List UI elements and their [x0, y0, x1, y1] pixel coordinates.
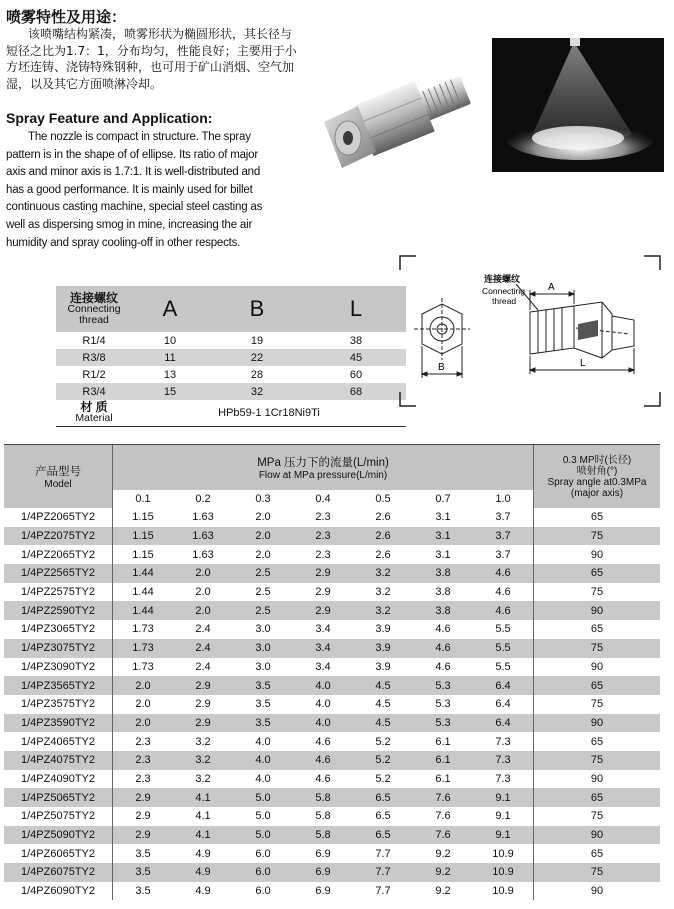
flow-cell: 1.15	[113, 545, 174, 564]
spray-angle-cell: 75	[534, 527, 661, 546]
spray-angle-cell: 90	[534, 770, 661, 789]
flow-cell: 6.0	[255, 847, 271, 860]
flow-cell: 3.5	[113, 863, 174, 882]
flow-cell: 4.1	[173, 788, 233, 807]
flow-cell: 2.9	[293, 601, 353, 620]
flow-cell: 2.9	[113, 788, 174, 807]
thread-cell: R1/2	[82, 368, 106, 381]
dim-a-label: A	[548, 282, 555, 293]
drawing-thread-label-en2: thread	[492, 296, 517, 306]
flow-cell: 7.7	[375, 885, 391, 898]
flow-cell: 6.0	[233, 863, 293, 882]
table-row	[56, 332, 406, 349]
flow-header-en: Flow at MPa pressure(L/min)	[258, 470, 388, 481]
flow-cell: 2.6	[375, 548, 391, 561]
cn-section-title: 喷雾特性及用途：	[6, 8, 127, 26]
flow-cell: 4.6	[315, 735, 331, 748]
flow-cell: 4.0	[233, 751, 293, 770]
dim-l-cell: 68	[306, 383, 406, 400]
flow-cell: 6.5	[353, 788, 413, 807]
table-row	[56, 366, 406, 383]
spray-angle-cell: 90	[534, 545, 661, 564]
flow-cell: 4.0	[255, 735, 271, 748]
angle-header-line2: 喷射角(°)	[576, 465, 618, 477]
model-cell: 1/4PZ4065TY2	[21, 735, 95, 748]
dim-l-cell: 60	[349, 368, 363, 381]
flow-cell: 5.2	[375, 772, 391, 785]
flow-cell: 2.0	[113, 676, 174, 695]
model-cell: 1/4PZ2575TY2	[21, 586, 95, 599]
flow-cell: 4.6	[435, 660, 451, 673]
flow-cell: 1.63	[192, 511, 214, 524]
nozzle-photo	[318, 62, 476, 172]
flow-cell: 4.6	[473, 564, 534, 583]
dimension-table-header	[56, 286, 406, 332]
flow-cell: 2.0	[173, 601, 233, 620]
flow-cell: 3.9	[375, 660, 391, 673]
flow-cell: 6.1	[435, 735, 451, 748]
model-cell: 1/4PZ3090TY2	[21, 660, 95, 673]
model-cell: 1/4PZ2075TY2	[4, 527, 113, 546]
model-cell: 1/4PZ5065TY2	[4, 788, 113, 807]
flow-cell: 3.0	[255, 623, 271, 636]
pressure-header: 0.4	[293, 490, 353, 508]
angle-header-line4: (major axis)	[570, 487, 624, 499]
flow-cell: 2.9	[173, 714, 233, 733]
model-cell: 1/4PZ5090TY2	[4, 826, 113, 845]
flow-cell: 2.4	[173, 639, 233, 658]
en-section-body: The nozzle is compact in structure. The spray pattern is in the shape of of ellipse. Its ratio of major axis and minor axis is 1.7:1. It is well-distributed and has a good performance. It is mainly used for billet continuous casting machine, special steel casting as well as dispersing smog in mine, increasing the air humidity and spray cooling-off in other respects.	[6, 131, 263, 249]
table-row	[4, 770, 660, 789]
spray-angle-cell: 65	[534, 676, 661, 695]
flow-cell: 3.5	[233, 714, 293, 733]
spray-angle-cell: 65	[534, 564, 661, 583]
flow-cell: 2.3	[293, 527, 353, 546]
flow-cell: 10.9	[492, 885, 514, 898]
model-cell: 1/4PZ5075TY2	[21, 810, 95, 823]
dim-a-cell: 15	[132, 383, 208, 400]
flow-cell: 2.5	[255, 586, 271, 599]
spray-angle-cell: 90	[534, 826, 661, 845]
flow-cell: 6.5	[375, 810, 391, 823]
thread-header-en1: Connecting	[67, 302, 121, 315]
drawing-thread-label-zh: 连接螺纹	[484, 274, 521, 284]
model-cell: 1/4PZ2065TY2	[21, 548, 95, 561]
flow-cell: 1.15	[113, 527, 174, 546]
flow-cell: 5.2	[375, 735, 391, 748]
flow-cell: 3.1	[435, 511, 451, 524]
model-cell: 1/4PZ3565TY2	[4, 676, 113, 695]
flow-cell: 2.9	[113, 826, 174, 845]
flow-cell: 2.0	[195, 586, 211, 599]
cn-section-body: 该喷嘴结构紧凑，喷雾形状为椭圆形状，其长径与短径之比为1.7：1，分布均匀，性能良好；主要用于小方坯连铸、浇铸特殊钢种，也可用于矿山消烟、空气加湿，以及其它方面喷淋冷却。	[6, 27, 297, 91]
model-cell: 1/4PZ3590TY2	[4, 714, 113, 733]
flow-cell: 3.5	[233, 676, 293, 695]
flow-cell: 1.44	[113, 583, 174, 602]
flow-cell: 3.1	[413, 527, 473, 546]
angle-header-line3: Spray angle at0.3MPa	[547, 476, 647, 488]
flow-cell: 9.1	[495, 810, 511, 823]
model-cell: 1/4PZ2590TY2	[4, 601, 113, 620]
flow-cell: 1.73	[113, 658, 174, 677]
flow-cell: 5.5	[495, 660, 511, 673]
flow-cell: 3.8	[435, 586, 451, 599]
table-row	[4, 863, 660, 882]
table-row	[4, 639, 660, 658]
model-cell: 1/4PZ6075TY2	[4, 863, 113, 882]
drawing-thread-label-en1: Connecting	[482, 286, 526, 296]
flow-cell: 2.9	[293, 564, 353, 583]
flow-cell: 3.2	[195, 772, 211, 785]
flow-cell: 4.0	[293, 714, 353, 733]
table-row	[4, 732, 660, 751]
model-cell: 1/4PZ6090TY2	[21, 885, 95, 898]
flow-cell: 7.3	[495, 772, 511, 785]
flow-cell: 9.1	[473, 788, 534, 807]
flow-cell: 6.1	[413, 751, 473, 770]
spray-angle-cell: 65	[534, 620, 661, 639]
spray-angle-cell: 75	[534, 863, 661, 882]
flow-cell: 3.0	[233, 639, 293, 658]
flow-cell: 5.2	[353, 751, 413, 770]
flow-cell: 9.1	[473, 826, 534, 845]
flow-cell: 6.9	[315, 847, 331, 860]
flow-cell: 2.9	[315, 586, 331, 599]
table-row	[56, 383, 406, 400]
flow-cell: 1.73	[113, 620, 174, 639]
spray-angle-cell: 65	[534, 732, 661, 751]
thread-cell: R3/4	[56, 383, 132, 400]
dim-l-header: L	[306, 286, 406, 332]
flow-cell: 7.6	[413, 826, 473, 845]
table-row	[4, 844, 660, 863]
flow-cell: 4.1	[195, 810, 211, 823]
flow-cell: 3.9	[375, 623, 391, 636]
flow-cell: 2.3	[113, 732, 174, 751]
table-row	[4, 676, 660, 695]
flow-cell: 4.0	[315, 698, 331, 711]
angle-header-line1: 0.3 MP时(长径)	[562, 454, 632, 466]
flow-cell: 4.9	[195, 847, 211, 860]
flow-cell: 4.9	[195, 885, 211, 898]
flow-cell: 1.63	[192, 548, 214, 561]
model-cell: 1/4PZ4075TY2	[4, 751, 113, 770]
flow-cell: 4.6	[495, 586, 511, 599]
flow-cell: 6.9	[293, 863, 353, 882]
flow-cell: 3.2	[353, 564, 413, 583]
flow-cell: 5.3	[435, 698, 451, 711]
table-row	[4, 620, 660, 639]
dim-l-cell: 38	[349, 334, 363, 347]
pressure-header: 1.0	[473, 490, 534, 508]
flow-cell: 2.0	[173, 564, 233, 583]
flow-cell: 4.5	[353, 676, 413, 695]
table-row	[4, 601, 660, 620]
flow-cell: 6.4	[473, 676, 534, 695]
dim-b-cell: 19	[250, 334, 264, 347]
flow-cell: 5.3	[413, 676, 473, 695]
spray-angle-cell: 75	[534, 639, 661, 658]
spray-angle-cell: 65	[534, 788, 661, 807]
spray-angle-cell: 75	[534, 583, 661, 602]
flow-cell: 5.0	[233, 788, 293, 807]
spray-photo	[492, 38, 664, 172]
spray-angle-cell: 75	[534, 751, 661, 770]
flow-cell: 4.0	[293, 676, 353, 695]
flow-cell: 7.7	[375, 847, 391, 860]
flow-cell: 3.4	[293, 639, 353, 658]
pressure-header: 0.2	[173, 490, 233, 508]
flow-cell: 5.3	[413, 714, 473, 733]
table-row	[4, 807, 660, 826]
flow-cell: 3.4	[315, 660, 331, 673]
flow-table-header	[4, 445, 660, 491]
dim-b-cell: 32	[208, 383, 306, 400]
pressure-header: 0.7	[413, 490, 473, 508]
spray-angle-cell: 65	[534, 844, 661, 863]
flow-header-zh: MPa 压力下的流量(L/min)	[257, 457, 389, 469]
flow-table	[4, 444, 660, 900]
flow-cell: 2.3	[113, 770, 174, 789]
flow-cell: 2.5	[233, 564, 293, 583]
flow-cell: 5.0	[233, 826, 293, 845]
spray-angle-cell: 90	[534, 882, 661, 901]
flow-cell: 3.2	[353, 601, 413, 620]
flow-cell: 4.1	[173, 826, 233, 845]
flow-cell: 7.7	[353, 863, 413, 882]
flow-cell: 3.2	[375, 586, 391, 599]
table-row	[4, 527, 660, 546]
material-row	[56, 400, 406, 427]
table-row	[4, 545, 660, 564]
flow-cell: 2.0	[113, 714, 174, 733]
flow-cell: 2.4	[195, 623, 211, 636]
flow-cell: 2.9	[173, 676, 233, 695]
flow-cell: 2.4	[195, 660, 211, 673]
spray-angle-cell: 65	[534, 508, 661, 527]
flow-cell: 1.63	[173, 527, 233, 546]
flow-cell: 10.9	[473, 863, 534, 882]
table-row	[4, 564, 660, 583]
flow-cell: 4.5	[375, 698, 391, 711]
flow-cell: 3.0	[255, 660, 271, 673]
table-row	[4, 751, 660, 770]
spray-angle-cell: 90	[534, 714, 661, 733]
table-row	[4, 508, 660, 527]
flow-cell: 7.6	[413, 788, 473, 807]
table-row	[4, 695, 660, 714]
flow-cell: 2.0	[255, 511, 271, 524]
flow-cell: 3.7	[495, 548, 511, 561]
table-row	[4, 658, 660, 677]
flow-cell: 2.5	[233, 601, 293, 620]
dim-a-cell: 11	[132, 349, 208, 366]
flow-cell: 2.0	[233, 527, 293, 546]
nozzle-technical-drawing	[398, 254, 662, 408]
flow-cell: 3.5	[113, 882, 174, 901]
flow-cell: 6.9	[315, 885, 331, 898]
dim-a-header: A	[132, 286, 208, 332]
dim-a-cell: 10	[163, 334, 177, 347]
material-value: HPb59-1 1Cr18Ni9Ti	[132, 400, 406, 427]
thread-header-zh: 连接螺纹	[69, 290, 118, 305]
flow-cell: 9.2	[435, 847, 451, 860]
flow-cell: 2.9	[195, 698, 211, 711]
flow-cell: 2.0	[255, 548, 271, 561]
model-header	[4, 445, 113, 509]
flow-cell: 2.3	[315, 548, 331, 561]
flow-table-body	[4, 508, 660, 900]
flow-cell: 2.6	[353, 527, 413, 546]
flow-cell: 1.44	[113, 601, 174, 620]
table-row	[4, 583, 660, 602]
flow-cell: 4.0	[255, 772, 271, 785]
dim-b-cell: 22	[208, 349, 306, 366]
spray-angle-cell: 75	[534, 807, 661, 826]
thread-cell: R3/8	[56, 349, 132, 366]
flow-cell: 3.7	[473, 527, 534, 546]
flow-header	[113, 445, 534, 491]
pressure-header: 0.3	[233, 490, 293, 508]
pressure-header: 0.5	[353, 490, 413, 508]
flow-cell: 2.9	[113, 807, 174, 826]
flow-cell: 4.9	[173, 863, 233, 882]
flow-cell: 4.6	[473, 601, 534, 620]
model-cell: 1/4PZ3575TY2	[21, 698, 95, 711]
flow-cell: 1.15	[113, 508, 174, 527]
flow-cell: 7.6	[435, 810, 451, 823]
flow-cell: 6.1	[435, 772, 451, 785]
dim-l-label: L	[580, 358, 586, 369]
flow-cell: 5.8	[293, 826, 353, 845]
flow-cell: 3.5	[113, 844, 174, 863]
flow-cell: 6.4	[473, 714, 534, 733]
table-row	[4, 714, 660, 733]
en-section-title: Spray Feature and Application:	[6, 110, 213, 126]
spray-angle-cell: 75	[534, 695, 661, 714]
flow-cell: 3.8	[413, 564, 473, 583]
flow-cell: 3.4	[315, 623, 331, 636]
flow-cell: 6.4	[495, 698, 511, 711]
flow-cell: 4.6	[435, 623, 451, 636]
spray-angle-cell: 90	[534, 658, 661, 677]
flow-cell: 3.2	[195, 735, 211, 748]
flow-cell: 3.1	[435, 548, 451, 561]
pressure-header: 0.1	[113, 490, 174, 508]
dimension-table	[56, 286, 406, 427]
angle-header	[534, 445, 661, 509]
flow-cell: 5.8	[315, 810, 331, 823]
flow-cell: 1.44	[113, 564, 174, 583]
flow-cell: 4.6	[293, 751, 353, 770]
flow-cell: 9.2	[413, 863, 473, 882]
flow-cell: 5.8	[293, 788, 353, 807]
flow-cell: 3.7	[495, 511, 511, 524]
model-cell: 1/4PZ4090TY2	[21, 772, 95, 785]
flow-cell: 7.3	[473, 751, 534, 770]
table-row	[4, 826, 660, 845]
thread-header-en2: thread	[79, 313, 109, 326]
flow-cell: 4.6	[315, 772, 331, 785]
thread-header	[56, 286, 132, 332]
flow-cell: 5.0	[255, 810, 271, 823]
flow-cell: 2.0	[113, 695, 174, 714]
flow-cell: 3.8	[413, 601, 473, 620]
flow-cell: 2.6	[375, 511, 391, 524]
flow-cell: 2.3	[315, 511, 331, 524]
flow-cell: 10.9	[492, 847, 514, 860]
flow-cell: 4.6	[413, 639, 473, 658]
dim-a-cell: 13	[163, 368, 177, 381]
dim-b-label: B	[438, 362, 445, 373]
model-cell: 1/4PZ2565TY2	[4, 564, 113, 583]
flow-cell: 5.5	[495, 623, 511, 636]
model-header-en: Model	[44, 479, 72, 490]
thread-cell: R1/4	[82, 334, 106, 347]
dim-b-header: B	[208, 286, 306, 332]
flow-cell: 4.5	[353, 714, 413, 733]
spray-angle-cell: 90	[534, 601, 661, 620]
model-header-zh: 产品型号	[35, 466, 81, 478]
model-cell: 1/4PZ2065TY2	[21, 511, 95, 524]
model-cell: 1/4PZ6065TY2	[21, 847, 95, 860]
model-cell: 1/4PZ3075TY2	[4, 639, 113, 658]
side-view	[516, 284, 634, 374]
flow-cell: 6.0	[255, 885, 271, 898]
table-row	[4, 788, 660, 807]
table-row	[56, 349, 406, 366]
flow-cell: 5.5	[473, 639, 534, 658]
flow-cell: 7.3	[495, 735, 511, 748]
material-label	[56, 400, 132, 427]
dim-b-cell: 28	[250, 368, 264, 381]
material-label-zh: 材 质	[80, 400, 108, 414]
flow-cell: 3.9	[353, 639, 413, 658]
flow-cell: 9.2	[435, 885, 451, 898]
model-cell: 1/4PZ3065TY2	[21, 623, 95, 636]
dim-l-cell: 45	[306, 349, 406, 366]
flow-cell: 3.2	[173, 751, 233, 770]
flow-cell: 3.5	[255, 698, 271, 711]
flow-cell: 6.5	[353, 826, 413, 845]
table-row	[4, 882, 660, 901]
flow-cell: 2.3	[113, 751, 174, 770]
material-label-en: Material	[75, 412, 113, 424]
flow-cell: 1.73	[113, 639, 174, 658]
